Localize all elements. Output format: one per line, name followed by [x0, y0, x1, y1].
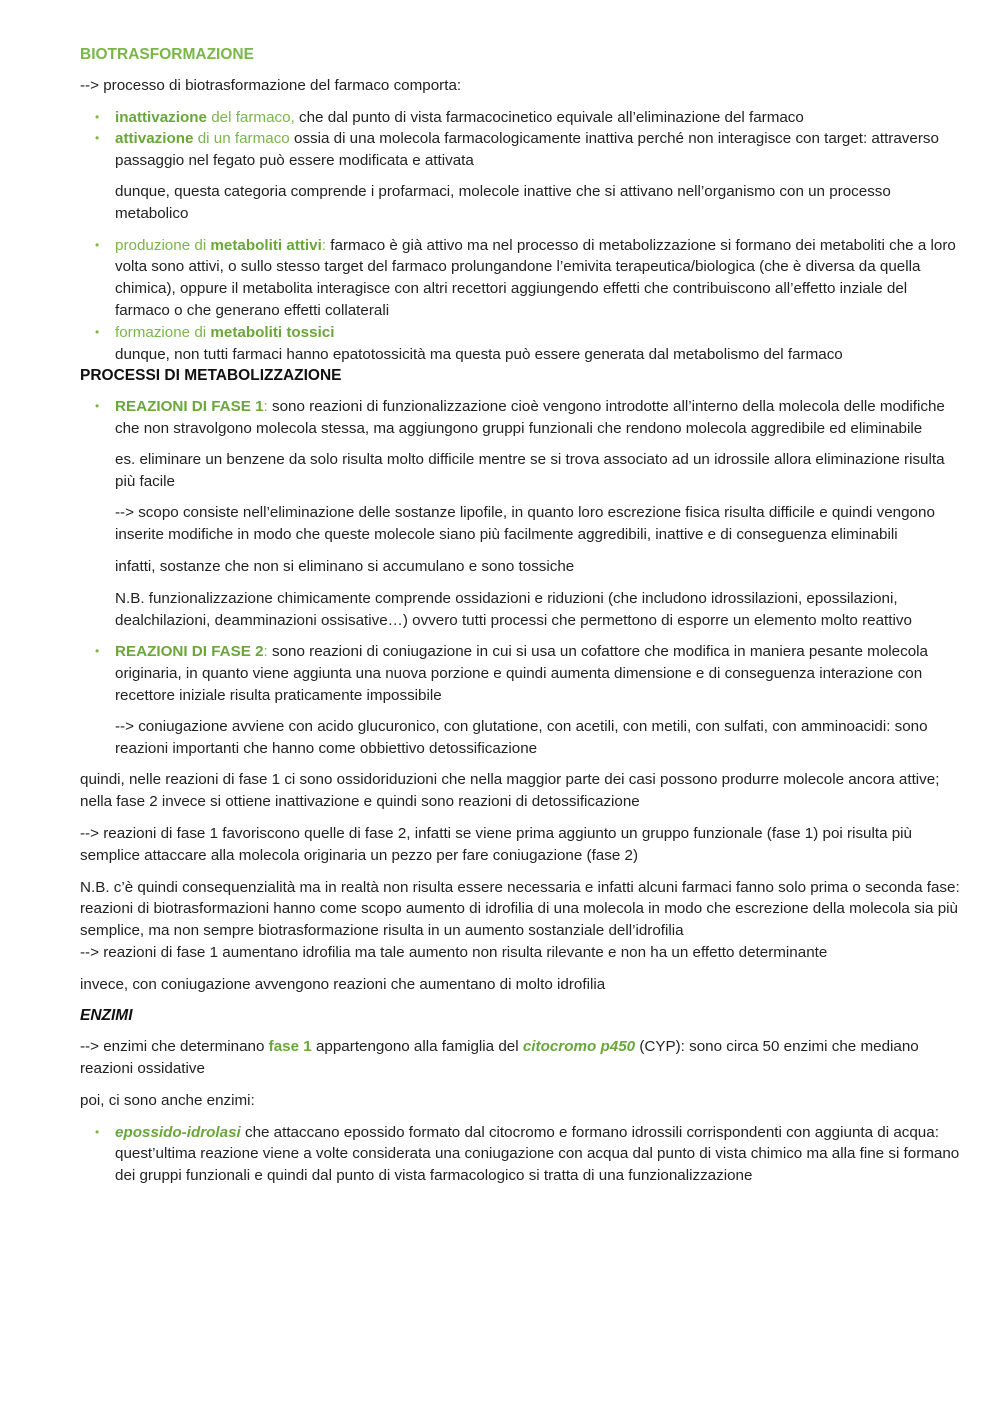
fasi-list-2: [80, 641, 965, 706]
green-text: :: [321, 236, 327, 254]
text: (CYP): sono circa 50 enzimi che mediano reazioni ossidative: [80, 1038, 919, 1078]
paragraph: [80, 1036, 965, 1080]
list-item: [80, 641, 965, 706]
heading-processi: PROCESSI DI METABOLIZZAZIONE: [80, 367, 342, 385]
sub-paragraph: --> scopo consiste nell’eliminazione delle sostanze lipofile, in quanto loro escrezione fisica risulta difficile e quindi vengono inserite modifiche in modo che queste molecole siano più facilmente aggredibili, inattive e di conseguenza eliminabili: [115, 504, 935, 544]
paragraph: invece, con coniugazione avvengono reazioni che aumentano di molto idrofilia: [80, 975, 606, 993]
keyword: REAZIONI DI FASE 1: [115, 398, 264, 416]
item-text: farmaco è già attivo ma nel processo di metabolizzazione si formano dei metaboliti che a loro volta sono attivi, o sullo stesso target del farmaco prolungandone l’emivita terapeutica/biologica (che è diversa da quella chimica), oppure il metabolita interagisce con altri recettori aggiungendo effetti che contribuiscono all’effetto inziale del farmaco o che generano effetti collaterali: [115, 236, 956, 319]
keyword: metaboliti tossici: [210, 323, 335, 341]
enzimi-list: [80, 1122, 965, 1187]
list-item: [80, 107, 965, 129]
sub-paragraph: N.B. funzionalizzazione chimicamente comprende ossidazioni e riduzioni (che includono idrossilazioni, epossilazioni, dealchilazioni, deamminazioni ossisative…) ovvero tutti processi che permettono di esporre un elemento molto reattivo: [115, 589, 912, 629]
green-text: di un farmaco: [193, 130, 290, 148]
list-item: [80, 128, 965, 172]
list-item: [80, 396, 965, 440]
keyword: attivazione: [115, 130, 194, 148]
keyword: metaboliti attivi: [210, 236, 322, 254]
item-text: che attaccano epossido formato dal citocromo e formano idrossili corrispondenti con aggiunta di acqua: quest’ultima reazione viene a volte considerata una coniugazione con acqua dal punto di vista chimico ma alla fine si formano dei gruppi funzionali e quindi dal punto di vista farmacologico si tratta di una funzionalizzazione: [115, 1123, 960, 1185]
sub-paragraph: dunque, questa categoria comprende i profarmaci, molecole inattive che si attivano nell’organismo con un processo metabolico: [115, 182, 891, 222]
text: appartengono alla famiglia del: [311, 1038, 523, 1056]
item-text: ossia di una molecola farmacologicamente inattiva perché non interagisce con target: attraverso passaggio nel fegato può essere modificata e attivata: [115, 130, 939, 170]
list-item: [80, 235, 965, 322]
green-text: :: [263, 398, 268, 416]
paragraph: --> reazioni di fase 1 aumentano idrofilia ma tale aumento non risulta rilevante e non ha un effetto determinante: [80, 943, 828, 961]
green-text: del farmaco,: [207, 108, 295, 126]
biotras-list-2: [80, 235, 965, 366]
item-text: che dal punto di vista farmacocinetico equivale all’eliminazione del farmaco: [294, 108, 804, 126]
fasi-list: [80, 396, 965, 440]
keyword: fase 1: [268, 1038, 312, 1056]
document-page: [80, 44, 965, 1187]
paragraph: N.B. c’è quindi consequenzialità ma in realtà non risulta essere necessaria e infatti alcuni farmaci fanno solo prima o seconda fase: reazioni di biotrasformazioni hanno come scopo aumento di idrofilia di una molecola in modo che escrezione della molecola sia più semplice, ma non sempre biotrasformazione risulta in un aumento sostanziale dell’idrofilia: [80, 878, 960, 940]
keyword: epossido-idrolasi: [115, 1123, 241, 1141]
paragraph: poi, ci sono anche enzimi:: [80, 1091, 255, 1109]
list-item: [80, 322, 965, 366]
sub-paragraph: es. eliminare un benzene da solo risulta molto difficile mentre se si trova associato ad un idrossile allora eliminazione risulta più facile: [115, 450, 945, 490]
item-text: dunque, non tutti farmaci hanno epatotossicità ma questa può essere generata dal metabolismo del farmaco: [115, 345, 843, 363]
item-text: sono reazioni di coniugazione in cui si usa un cofattore che modifica in maniera pesante molecola originaria, in quanto viene aggiunta una nuova porzione e quindi aumenta dimensione e di conseguenza interazione con recettore iniziale risulta praticamente impossibile: [115, 643, 928, 704]
sub-paragraph: --> coniugazione avviene con acido glucuronico, con glutatione, con acetili, con metili, con sulfati, con amminoacidi: sono reazioni importanti che hanno come obbiettivo detossificazione: [115, 717, 928, 757]
keyword: inattivazione: [115, 108, 207, 126]
keyword: citocromo p450: [522, 1038, 636, 1056]
paragraph: --> reazioni di fase 1 favoriscono quelle di fase 2, infatti se viene prima aggiunto un gruppo funzionale (fase 1) poi risulta più semplice attaccare alla molecola originaria un pezzo per fare coniugazione (fase 2): [80, 824, 913, 864]
item-text: sono reazioni di funzionalizzazione cioè vengono introdotte all’interno della molecola delle modifiche che non stravolgono molecola stessa, ma aggiungono gruppi funzionali che rendono molecola aggredibile ed eliminabile: [115, 398, 945, 437]
green-text: formazione di: [115, 323, 211, 341]
intro-text: --> processo di biotrasformazione del farmaco comporta:: [80, 76, 462, 94]
green-text: :: [263, 643, 268, 661]
keyword: REAZIONI DI FASE 2: [115, 643, 264, 661]
biotras-list: [80, 107, 965, 172]
green-text: produzione di: [115, 236, 211, 254]
text: --> enzimi che determinano: [80, 1038, 269, 1056]
heading-enzimi: ENZIMI: [80, 1007, 133, 1025]
list-item: [80, 1122, 965, 1187]
paragraph: quindi, nelle reazioni di fase 1 ci sono ossidoriduzioni che nella maggior parte dei casi possono produrre molecole ancora attive; nella fase 2 invece si ottiene inattivazione e quindi sono reazioni di detossificazione: [80, 771, 940, 811]
sub-paragraph: infatti, sostanze che non si eliminano si accumulano e sono tossiche: [115, 557, 575, 575]
heading-biotrasformazione: BIOTRASFORMAZIONE: [80, 46, 254, 63]
